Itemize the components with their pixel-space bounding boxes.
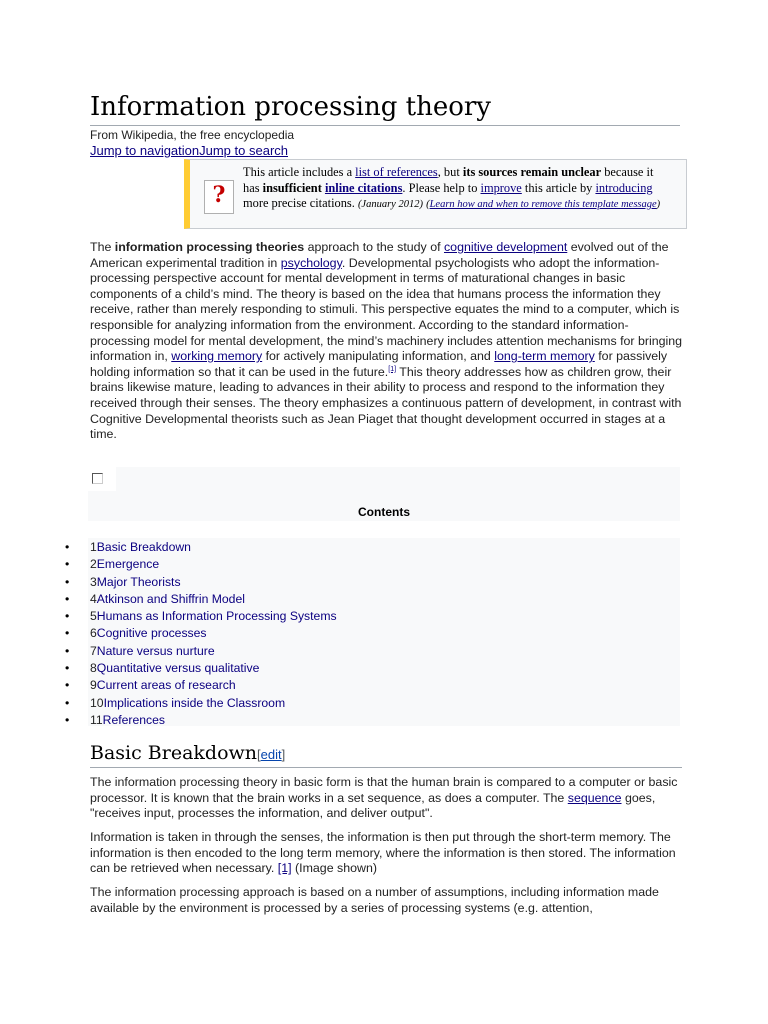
bullet-icon: •	[65, 591, 70, 606]
toc-list	[60, 539, 337, 729]
question-book-icon	[204, 180, 234, 214]
toc-item[interactable]	[60, 539, 337, 556]
bullet-icon: •	[65, 678, 70, 693]
bullet-icon: •	[65, 712, 70, 727]
notice-text	[243, 165, 668, 213]
title-divider	[90, 125, 680, 126]
toc-item-number: 6	[90, 626, 97, 641]
body-text: goes, "receives input, processes the information, and deliver output".	[90, 790, 656, 821]
page-title: Information processing theory	[90, 92, 491, 122]
toc-item-number: 9	[90, 678, 97, 693]
bullet-icon: •	[65, 695, 70, 710]
toc-item[interactable]	[60, 712, 337, 729]
toc-item[interactable]	[60, 608, 337, 625]
list-of-references-link[interactable]: list of references	[355, 165, 438, 179]
edit-section-link[interactable]: edit	[260, 747, 282, 762]
notice-text-segment: . Please help to	[402, 180, 481, 195]
site-tagline: From Wikipedia, the free encyclopedia	[90, 128, 295, 142]
toc-item-label[interactable]: Atkinson and Shiffrin Model	[96, 591, 245, 606]
breakdown-paragraph-2	[90, 830, 684, 877]
toc-item[interactable]	[60, 677, 337, 694]
bracket: [	[257, 747, 261, 762]
section-divider	[90, 767, 682, 768]
toc-item[interactable]	[60, 625, 337, 642]
jump-to-navigation-link[interactable]: Jump to navigation	[90, 143, 200, 158]
citation-ref-1[interactable]: [1]	[388, 365, 397, 373]
toc-item-number: 5	[90, 609, 97, 624]
notice-text-segment: more precise citations.	[243, 196, 355, 210]
introducing-link[interactable]: introducing	[595, 180, 653, 195]
section-heading-text: Basic Breakdown	[90, 742, 258, 764]
toc-item[interactable]	[60, 556, 337, 573]
learn-remove-template-link[interactable]: Learn how and when to remove this template message	[429, 199, 657, 210]
notice-bold-insufficient	[263, 181, 403, 195]
notice-date: (January 2012)	[357, 199, 423, 210]
breakdown-paragraph-3: The information processing approach is based on a number of assumptions, including information made available by the environment is processed by a series of processing systems (e.g. attention,	[90, 885, 659, 915]
toc-item-number: 3	[90, 574, 97, 589]
intro-text: The	[90, 240, 115, 254]
jump-links	[90, 143, 288, 158]
toc-item-number: 10	[90, 695, 104, 710]
toc-item-label[interactable]: Basic Breakdown	[96, 540, 191, 554]
toc-item-number: 8	[90, 661, 97, 676]
toc-item-number: 1	[90, 540, 97, 554]
bullet-icon: •	[65, 540, 70, 554]
jump-to-search-link[interactable]: Jump to search	[199, 143, 288, 158]
toc-item[interactable]	[60, 643, 337, 660]
notice-text-segment: This article includes a	[243, 165, 356, 179]
breakdown-paragraph-1	[90, 775, 684, 822]
refimprove-notice	[184, 159, 687, 229]
toc-item-number: 4	[90, 591, 97, 606]
bullet-icon: •	[65, 557, 70, 572]
body-text: The information processing theory in basic form is that the human brain is compared to a computer or basic processor. It is known that the brain works in a set sequence, as does a computer. The	[90, 775, 678, 805]
notice-text-segment: , but	[437, 165, 463, 179]
toc-item[interactable]	[60, 660, 337, 677]
sequence-link[interactable]: sequence	[567, 790, 622, 805]
intro-text: for passively holding information so that it can be used in the future.	[90, 349, 668, 379]
intro-paragraph	[90, 240, 684, 443]
section-edit-wrapper	[257, 747, 285, 762]
long-term-memory-link[interactable]: long-term memory	[494, 349, 595, 364]
notice-remove-wrapper	[426, 199, 660, 210]
bullet-icon: •	[65, 609, 70, 624]
toc-toggle-checkbox[interactable]	[92, 473, 103, 484]
body-text: Information is taken in through the senses, the information is then put through the short-term memory. The information is then encoded to the long term memory, where the information is then stored. The information can be retrieved when necessary.	[90, 830, 676, 876]
question-mark-glyph: ?	[212, 182, 226, 208]
bullet-icon: •	[65, 643, 70, 658]
bullet-icon: •	[65, 661, 70, 676]
intro-bold-term: information processing theories	[114, 240, 305, 254]
bullet-icon: •	[65, 574, 70, 589]
toc-item-label[interactable]: Current areas of research	[96, 678, 236, 693]
toc-item-label[interactable]: Quantitative versus qualitative	[96, 661, 260, 676]
notice-bold-segment: insufficient	[262, 180, 325, 195]
intro-text: approach to the study of	[304, 240, 444, 254]
toc-item[interactable]	[60, 695, 337, 712]
intro-text: evolved out of the American experimental tradition in	[90, 240, 669, 270]
toc-item-label[interactable]: Humans as Information Processing Systems	[96, 609, 337, 624]
toc-item-number: 7	[90, 643, 97, 658]
inline-citations-link[interactable]: inline citations	[324, 180, 403, 195]
toc-item-label[interactable]: Implications inside the Classroom	[103, 695, 286, 710]
bracket: ]	[281, 747, 286, 762]
toc-item-label[interactable]: Nature versus nurture	[96, 643, 215, 658]
toc-item-label[interactable]: Major Theorists	[96, 574, 181, 589]
section-heading-basic-breakdown	[90, 742, 285, 764]
intro-text: This theory addresses how as children grow, their brains likewise mature, leading to advances in their ability to process and respond to the information they received through their senses. The theory emphasizes a continuous pattern of development, in contrast with Cognitive Developmental theorists such as Jean Piaget that thought development occurred in stages at a time.	[90, 364, 682, 442]
paren: )	[656, 199, 661, 210]
toc-item[interactable]	[60, 591, 337, 608]
working-memory-link[interactable]: working memory	[171, 349, 263, 364]
intro-text: for actively manipulating information, and	[262, 349, 495, 364]
psychology-link[interactable]: psychology	[280, 255, 342, 270]
intro-text: . Developmental psychologists who adopt the information-processing perspective account for mental development in terms of maturational changes in basic components of a child’s mind. The theory is based on the idea that humans process the information they receive, rather than merely responding to stimuli. This perspective equates the mind to a computer, which is responsible for analyzing information from the environment. According to the standard information-processing model for mental development, the mind’s machinery includes attention mechanisms for bringing information in,	[90, 255, 683, 364]
toc-title: Contents	[358, 505, 410, 519]
body-text: (Image shown)	[291, 861, 377, 876]
toc-item-number: 11	[90, 712, 103, 727]
paren: (	[426, 199, 430, 210]
notice-text-segment: this article by	[521, 180, 596, 195]
toc-item-label[interactable]: Emergence	[96, 557, 160, 572]
toc-item-label[interactable]: Cognitive processes	[96, 626, 207, 641]
toc-item-label[interactable]: References	[102, 712, 165, 727]
bullet-icon: •	[65, 626, 70, 641]
cognitive-development-link[interactable]: cognitive development	[443, 240, 568, 254]
notice-text-segment: because it has	[243, 165, 654, 195]
citation-ref-1-inline[interactable]: [1]	[277, 861, 292, 876]
toc-item[interactable]	[60, 574, 337, 591]
improve-link[interactable]: improve	[480, 180, 522, 195]
notice-bold-sources: its sources remain unclear	[462, 165, 602, 179]
toc-item-number: 2	[90, 557, 97, 572]
